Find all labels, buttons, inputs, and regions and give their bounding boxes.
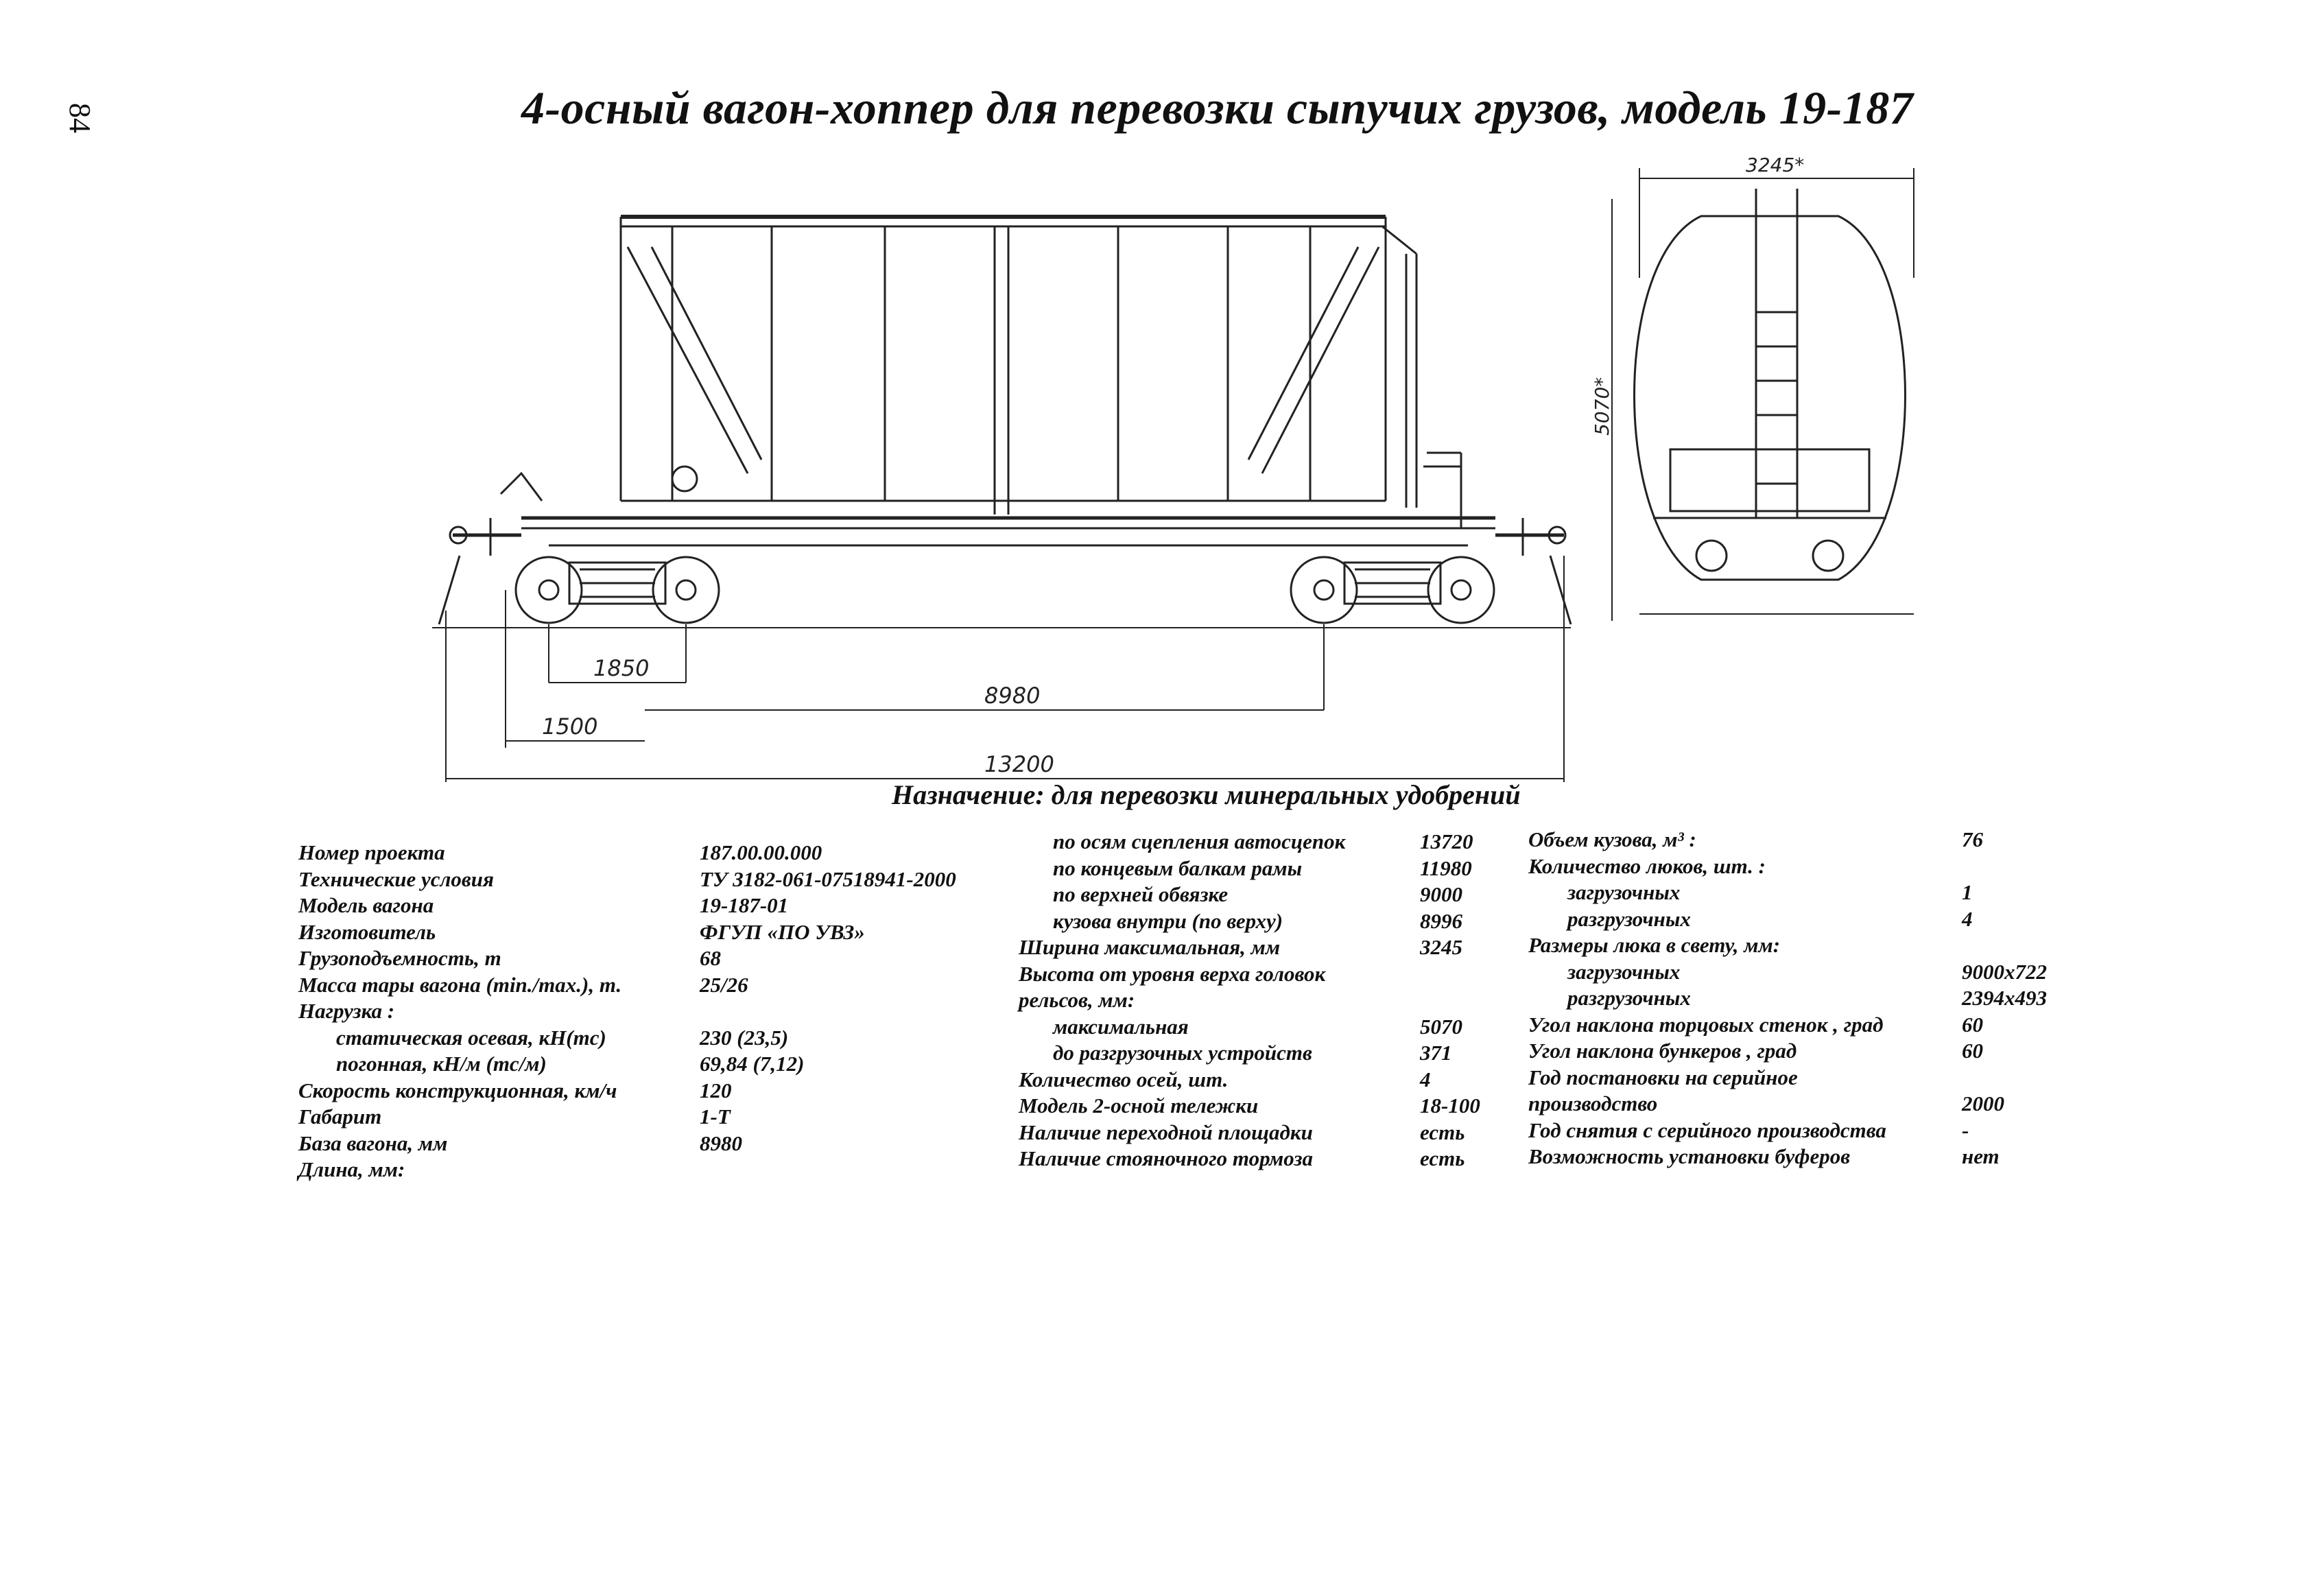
spec-label: разгрузочных [1567,906,1691,931]
spec-label: разгрузочных [1567,986,1691,1010]
spec-label: Грузоподъемность, т [298,946,501,970]
spec-value: 8980 [700,1131,742,1155]
purpose-line: Назначение: для перевозки минеральных удобрений [892,779,1521,810]
spec-value: есть [1420,1146,1465,1170]
spec-value: есть [1420,1120,1465,1144]
spec-label: Размеры люка в свету, мм: [1528,933,1781,957]
spec-label: Ширина максимальная, мм [1019,935,1281,959]
spec-value: 2394х493 [1962,986,2047,1010]
spec-value: 2000 [1962,1091,2004,1115]
spec-label: Год постановки на серийное [1528,1065,1798,1089]
spec-label: Наличие переходной площадки [1019,1120,1313,1144]
spec-value: 187.00.00.000 [700,840,822,864]
spec-label: по осям сцепления автосцепок [1053,829,1346,853]
spec-value: 11980 [1420,855,1472,880]
spec-label: Количество осей, шт. [1019,1067,1229,1091]
spec-label: до разгрузочных устройств [1053,1041,1312,1065]
spec-label: погонная, кН/м (тс/м) [336,1052,547,1076]
spec-label: Технические условия [298,866,494,891]
spec-value: ТУ 3182-061-07518941-2000 [700,866,956,891]
spec-value: 18-100 [1420,1094,1480,1118]
spec-value: 371 [1420,1041,1452,1065]
spec-label: Наличие стояночного тормоза [1019,1146,1313,1170]
spec-value: 68 [700,946,721,970]
spec-value: 9000х722 [1962,959,2047,984]
spec-label: загрузочных [1567,959,1681,984]
spec-label: Возможность установки буферов [1528,1144,1851,1168]
spec-label: Угол наклона торцовых стенок , град [1528,1012,1884,1037]
car-body [621,217,1461,528]
spec-label: по верхней обвязке [1053,882,1229,906]
page-title: 4-осный вагон-хоппер для перевозки сыпучих грузов, модель 19-187 [521,82,1914,134]
side-view-drawing [425,172,1578,810]
spec-label: Количество люков, шт. : [1528,853,1766,878]
spec-value: 60 [1962,1039,1983,1063]
dim-height: 5070* [1591,377,1613,436]
dim-1500: 1500 [542,713,598,740]
spec-value: 69,84 (7,12) [700,1052,805,1076]
spec-label: Год снятия с серийного производства [1528,1118,1886,1142]
spec-label: База вагона, мм [298,1131,448,1155]
spec-label: Габарит [298,1104,382,1129]
spec-label: Длина, мм: [298,1157,405,1181]
spec-label: Изготовитель [298,919,436,944]
spec-value: 25/26 [700,972,748,997]
spec-label: статическая осевая, кН(тс) [336,1025,606,1050]
tank-profile [1635,216,1906,580]
car-frame [439,473,1571,624]
spec-label: Номер проекта [298,840,445,864]
spec-label: по концевым балкам рамы [1053,855,1303,880]
spec-value: 4 [1962,906,1973,931]
spec-value: 76 [1962,827,1983,851]
spec-label: Модель 2-осной тележки [1019,1094,1259,1118]
spec-label: загрузочных [1567,880,1681,904]
spec-value: 1 [1962,880,1973,904]
spec-value: 60 [1962,1012,1983,1037]
spec-value: 8996 [1420,908,1462,933]
page-number: 84 [63,103,97,133]
spec-label: Угол наклона бункеров , град [1528,1039,1797,1063]
spec-label: кузова внутри (по верху) [1053,908,1283,933]
spec-label: максимальная [1053,1014,1189,1039]
dim-width: 3245* [1746,154,1805,176]
spec-value: 4 [1420,1067,1431,1091]
spec-value: 5070 [1420,1014,1462,1039]
spec-label: Модель вагона [298,893,434,917]
spec-value: - [1962,1118,1969,1142]
spec-value: 1-Т [700,1104,731,1129]
dim-8980: 8980 [984,683,1041,709]
bogie-left [516,557,719,623]
spec-label: Масса тары вагона (min./max.), т. [298,972,622,997]
spec-value: ФГУП «ПО УВЗ» [700,919,865,944]
spec-value: нет [1962,1144,2000,1168]
spec-label: рельсов, мм: [1019,988,1135,1012]
end-view-drawing [1591,147,1941,628]
dim-1850: 1850 [593,655,650,681]
spec-value: 230 (23,5) [700,1025,789,1050]
spec-label: производство [1528,1091,1658,1115]
spec-value: 120 [700,1078,732,1102]
spec-label: Высота от уровня верха головок [1019,961,1326,986]
spec-value: 3245 [1420,935,1462,959]
spec-value: 19-187-01 [700,893,789,917]
spec-value: 9000 [1420,882,1462,906]
spec-label: Нагрузка : [298,999,395,1023]
dim-13200: 13200 [984,751,1054,777]
spec-label: Скорость конструкционная, км/ч [298,1078,617,1102]
bogie-right [1291,557,1494,623]
spec-value: 13720 [1420,829,1473,853]
spec-label: Объем кузова, м³ : [1528,827,1696,851]
